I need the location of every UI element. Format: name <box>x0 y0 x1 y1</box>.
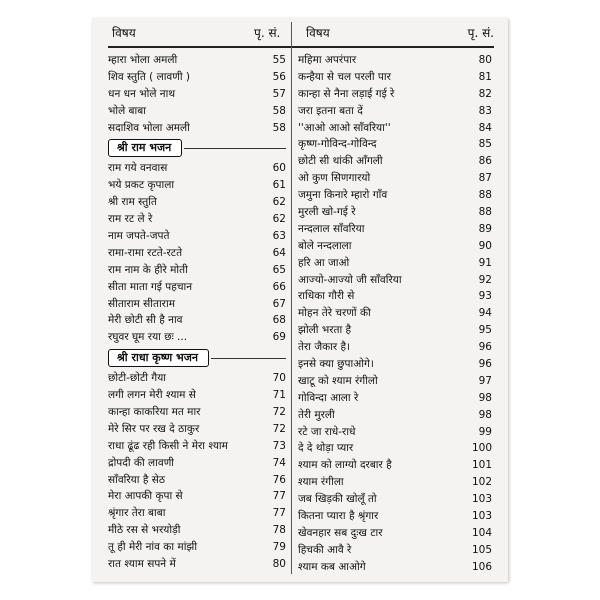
entry-page-number: 83 <box>478 104 492 117</box>
entry-title: म्हारा भोला अमली <box>108 54 178 66</box>
index-entry <box>298 153 492 170</box>
entry-page-number: 81 <box>478 70 492 83</box>
entry-title: झोली भरता है <box>298 324 352 337</box>
index-entry <box>298 69 492 86</box>
index-entry <box>298 170 492 187</box>
entry-title: मेरा आपकी कृपा से <box>108 490 183 503</box>
entry-title: राधिका गौरी से <box>298 290 355 303</box>
index-entry <box>298 390 492 407</box>
entry-page-number: 89 <box>478 222 492 235</box>
entry-page-number: 88 <box>478 206 492 219</box>
index-entry <box>108 52 286 69</box>
entry-page-number: 103 <box>471 510 492 523</box>
index-entry <box>298 204 492 221</box>
index-entry <box>298 491 492 508</box>
entry-page-number: 96 <box>478 341 492 354</box>
entry-title: तेरी मुरली <box>298 408 335 421</box>
entry-title: मेरे सिर पर रख दे ठाकुर <box>108 422 200 435</box>
entry-title: तेरा जैकार है। <box>298 341 351 354</box>
index-entry <box>298 288 492 305</box>
index-entry <box>108 387 286 404</box>
entry-page-number: 93 <box>478 290 492 303</box>
entry-page-number: 77 <box>272 490 286 503</box>
entry-page-number: 69 <box>272 331 286 344</box>
index-entry <box>298 339 492 356</box>
entry-page-number: 62 <box>272 213 286 226</box>
entry-title: इनसे क्या छुपाओगे। <box>298 358 374 371</box>
entry-page-number: 102 <box>471 476 492 489</box>
entry-page-number: 71 <box>272 389 286 402</box>
index-entry <box>298 457 492 474</box>
entry-title: मोहन तेरे चरणों की <box>298 307 371 320</box>
entry-title: रात श्याम सपने में <box>108 558 176 571</box>
index-entry <box>298 508 492 525</box>
entry-title: राम नाम के हीरे मोती <box>108 263 188 276</box>
right-subject-heading: विषय <box>306 26 330 40</box>
index-entry <box>298 474 492 491</box>
entry-page-number: 86 <box>478 155 492 168</box>
entry-page-number: 101 <box>471 459 492 472</box>
index-entry <box>298 238 492 255</box>
entry-title: कान्हा काकरिया मत मार <box>108 406 201 419</box>
index-entry <box>108 245 286 262</box>
entry-page-number: 96 <box>478 358 492 371</box>
index-entry <box>298 305 492 322</box>
entry-page-number: 72 <box>272 406 286 419</box>
index-entry <box>108 539 286 556</box>
index-entry <box>108 69 286 86</box>
entry-page-number: 76 <box>272 473 286 486</box>
entry-page-number: 105 <box>471 543 492 556</box>
index-entry <box>108 488 286 505</box>
entry-title: भोले बाबा <box>108 104 146 117</box>
entry-title: साँवरिया है सेठ <box>108 473 165 486</box>
entry-page-number: 104 <box>471 526 492 539</box>
entry-title: कृष्ण-गोविन्द-गोविन्द <box>298 138 377 151</box>
entry-title: सीताराम सीताराम <box>108 297 175 310</box>
entry-title: छोटी-छोटी गैया <box>108 372 167 385</box>
entry-title: नाम जपते-जपते <box>108 230 170 243</box>
entry-page-number: 100 <box>471 442 492 455</box>
index-entry <box>298 542 492 559</box>
entry-page-number: 77 <box>272 507 286 520</box>
index-entry <box>108 103 286 120</box>
entry-page-number: 99 <box>478 425 492 438</box>
entry-page-number: 84 <box>478 121 492 134</box>
entry-title: भये प्रकट कृपाला <box>108 179 175 192</box>
entry-page-number: 66 <box>272 280 286 293</box>
index-entry <box>108 211 286 228</box>
index-entry <box>108 312 286 329</box>
entry-title: श्याम को लाग्यो दरबार है <box>298 459 392 472</box>
entry-page-number: 79 <box>272 541 286 554</box>
entry-page-number: 70 <box>272 372 286 385</box>
index-entry <box>108 505 286 522</box>
index-entry <box>108 522 286 539</box>
entry-title: राधा ढूंढ रही किसी ने मेरा श्याम <box>108 439 228 452</box>
index-entry <box>108 279 286 296</box>
index-entry <box>298 322 492 339</box>
entry-page-number: 74 <box>272 456 286 469</box>
entry-title: जरा इतना बता दें <box>298 104 363 117</box>
entry-page-number: 67 <box>272 297 286 310</box>
entry-page-number: 94 <box>478 307 492 320</box>
entry-title: रटे जा राधे-राधे <box>298 425 356 438</box>
entry-page-number: 106 <box>471 560 492 573</box>
entry-page-number: 64 <box>272 246 286 259</box>
entry-page-number: 103 <box>471 493 492 506</box>
entry-title: खाटू को श्याम रंगीलो <box>298 374 378 387</box>
index-entry <box>108 556 286 573</box>
entry-page-number: 57 <box>272 87 286 100</box>
entry-title: जब खिड़की खोलूँ तो <box>298 493 377 506</box>
section-title: श्री राम भजन <box>108 139 182 157</box>
column-divider <box>291 22 292 574</box>
entry-title: श्री राम स्तुति <box>108 196 157 209</box>
index-entry <box>108 194 286 211</box>
entry-title: ''आओ आओ साँवरिया'' <box>298 121 391 134</box>
entry-title: महिमा अपरंपार <box>298 54 357 66</box>
index-entry <box>298 52 492 69</box>
entry-page-number: 73 <box>272 439 286 452</box>
entry-title: कान्हा से नैना लड़ाई गई रे <box>298 87 395 100</box>
entry-title: गोविन्दा आला रे <box>298 391 359 404</box>
entry-title: कितना प्यारा है श्रृंगार <box>298 510 379 523</box>
entry-title: तू ही मेरी नांव का मांझी <box>108 541 198 554</box>
index-entry <box>108 120 286 137</box>
entry-title: आज्यो-आज्यो जी साँवरिया <box>298 273 402 286</box>
entry-title: रामा-रामा रटते-रटते <box>108 246 183 259</box>
index-entry <box>298 424 492 441</box>
entry-title: मेरी छोटी सी है नाव <box>108 314 183 327</box>
entry-page-number: 72 <box>272 422 286 435</box>
entry-page-number: 82 <box>478 87 492 100</box>
header-rule <box>108 46 494 48</box>
section-heading <box>108 348 286 368</box>
entry-title: सीता माता गई पहचान <box>108 280 193 293</box>
index-entry <box>108 404 286 421</box>
entry-page-number: 88 <box>478 189 492 202</box>
entry-title: मुरली खो-गई रे <box>298 206 356 219</box>
entry-title: श्याम कब आओगे <box>298 560 366 573</box>
index-entry <box>108 160 286 177</box>
entry-title: ओ कुण सिणगारयो <box>298 172 371 185</box>
entry-title: धन धन भोले नाथ <box>108 87 176 100</box>
entry-title: हिचकी आवै रे <box>298 543 352 556</box>
entry-title: खेवनहार सब दुःख टार <box>298 526 383 539</box>
entry-title: दे दे थोड़ा प्यार <box>298 442 354 455</box>
entry-page-number: 61 <box>272 179 286 192</box>
entry-page-number: 92 <box>478 273 492 286</box>
entry-page-number: 95 <box>478 324 492 337</box>
entry-title: राम रट ले रे <box>108 213 153 226</box>
index-entry <box>298 221 492 238</box>
index-header <box>108 22 494 44</box>
index-entry <box>298 272 492 289</box>
entry-page-number: 68 <box>272 314 286 327</box>
entry-title: मीठे रस से भरयोड़ी <box>108 524 181 537</box>
index-entry <box>108 455 286 472</box>
entry-page-number: 90 <box>478 239 492 252</box>
index-entry <box>108 370 286 387</box>
entry-title: नन्दलाल साँवरिया <box>298 222 365 235</box>
left-subject-heading: विषय <box>112 26 136 40</box>
entry-title: रघुवर घूम रया छः ... <box>108 331 188 344</box>
index-entry <box>108 177 286 194</box>
section-title: श्री राधा कृष्ण भजन <box>108 349 209 367</box>
entry-title: राम गये वनवास <box>108 162 168 175</box>
index-entry <box>298 120 492 137</box>
entry-page-number: 63 <box>272 230 286 243</box>
section-rule <box>184 148 286 149</box>
left-page-heading: पृ. सं. <box>254 26 281 40</box>
entry-page-number: 97 <box>478 374 492 387</box>
entry-page-number: 55 <box>272 54 286 66</box>
section-heading <box>108 138 286 158</box>
entry-title: बोले नन्दलाला <box>298 239 352 252</box>
entry-page-number: 80 <box>272 558 286 571</box>
index-entry <box>108 262 286 279</box>
entry-page-number: 91 <box>478 256 492 269</box>
index-entry <box>298 440 492 457</box>
index-entry <box>108 86 286 103</box>
index-entry <box>298 86 492 103</box>
book-page <box>92 18 508 582</box>
entry-page-number: 98 <box>478 391 492 404</box>
index-entry <box>298 559 492 576</box>
entry-page-number: 58 <box>272 104 286 117</box>
entry-title: सदाशिव भोला अमली <box>108 121 190 134</box>
entry-title: कन्हैया से चल परली पार <box>298 70 391 83</box>
entry-title: लगी लगन मेरी श्याम से <box>108 389 196 402</box>
index-entry <box>298 373 492 390</box>
index-entry <box>108 472 286 489</box>
entry-title: श्याम रंगीला <box>298 476 344 489</box>
entry-page-number: 58 <box>272 121 286 134</box>
entry-page-number: 87 <box>478 172 492 185</box>
entry-page-number: 80 <box>478 54 492 66</box>
index-entry <box>108 228 286 245</box>
index-entry <box>298 255 492 272</box>
entry-page-number: 85 <box>478 138 492 151</box>
entry-title: श्रृंगार तेरा बाबा <box>108 507 166 520</box>
left-column <box>108 52 286 573</box>
entry-title: शिव स्तुति ( लावणी ) <box>108 70 191 83</box>
index-entry <box>298 525 492 542</box>
entry-page-number: 78 <box>272 524 286 537</box>
section-rule <box>211 358 286 359</box>
index-entry <box>298 407 492 424</box>
index-entry <box>108 421 286 438</box>
index-entry <box>298 356 492 373</box>
right-column <box>298 52 492 576</box>
right-page-heading: पृ. सं. <box>467 26 494 40</box>
entry-page-number: 60 <box>272 162 286 175</box>
index-entry <box>298 103 492 120</box>
entry-page-number: 62 <box>272 196 286 209</box>
entry-page-number: 56 <box>272 70 286 83</box>
index-entry <box>108 438 286 455</box>
index-entry <box>108 329 286 346</box>
index-entry <box>298 136 492 153</box>
entry-title: हरि आ जाओ <box>298 256 350 269</box>
entry-title: द्रोपदी की लावणी <box>108 456 174 469</box>
index-entry <box>108 296 286 313</box>
entry-page-number: 98 <box>478 408 492 421</box>
entry-title: जमुना किनारे म्हारो गाँव <box>298 189 388 202</box>
entry-page-number: 65 <box>272 263 286 276</box>
entry-title: छोटी सी थांकी आँगली <box>298 155 383 168</box>
index-entry <box>298 187 492 204</box>
